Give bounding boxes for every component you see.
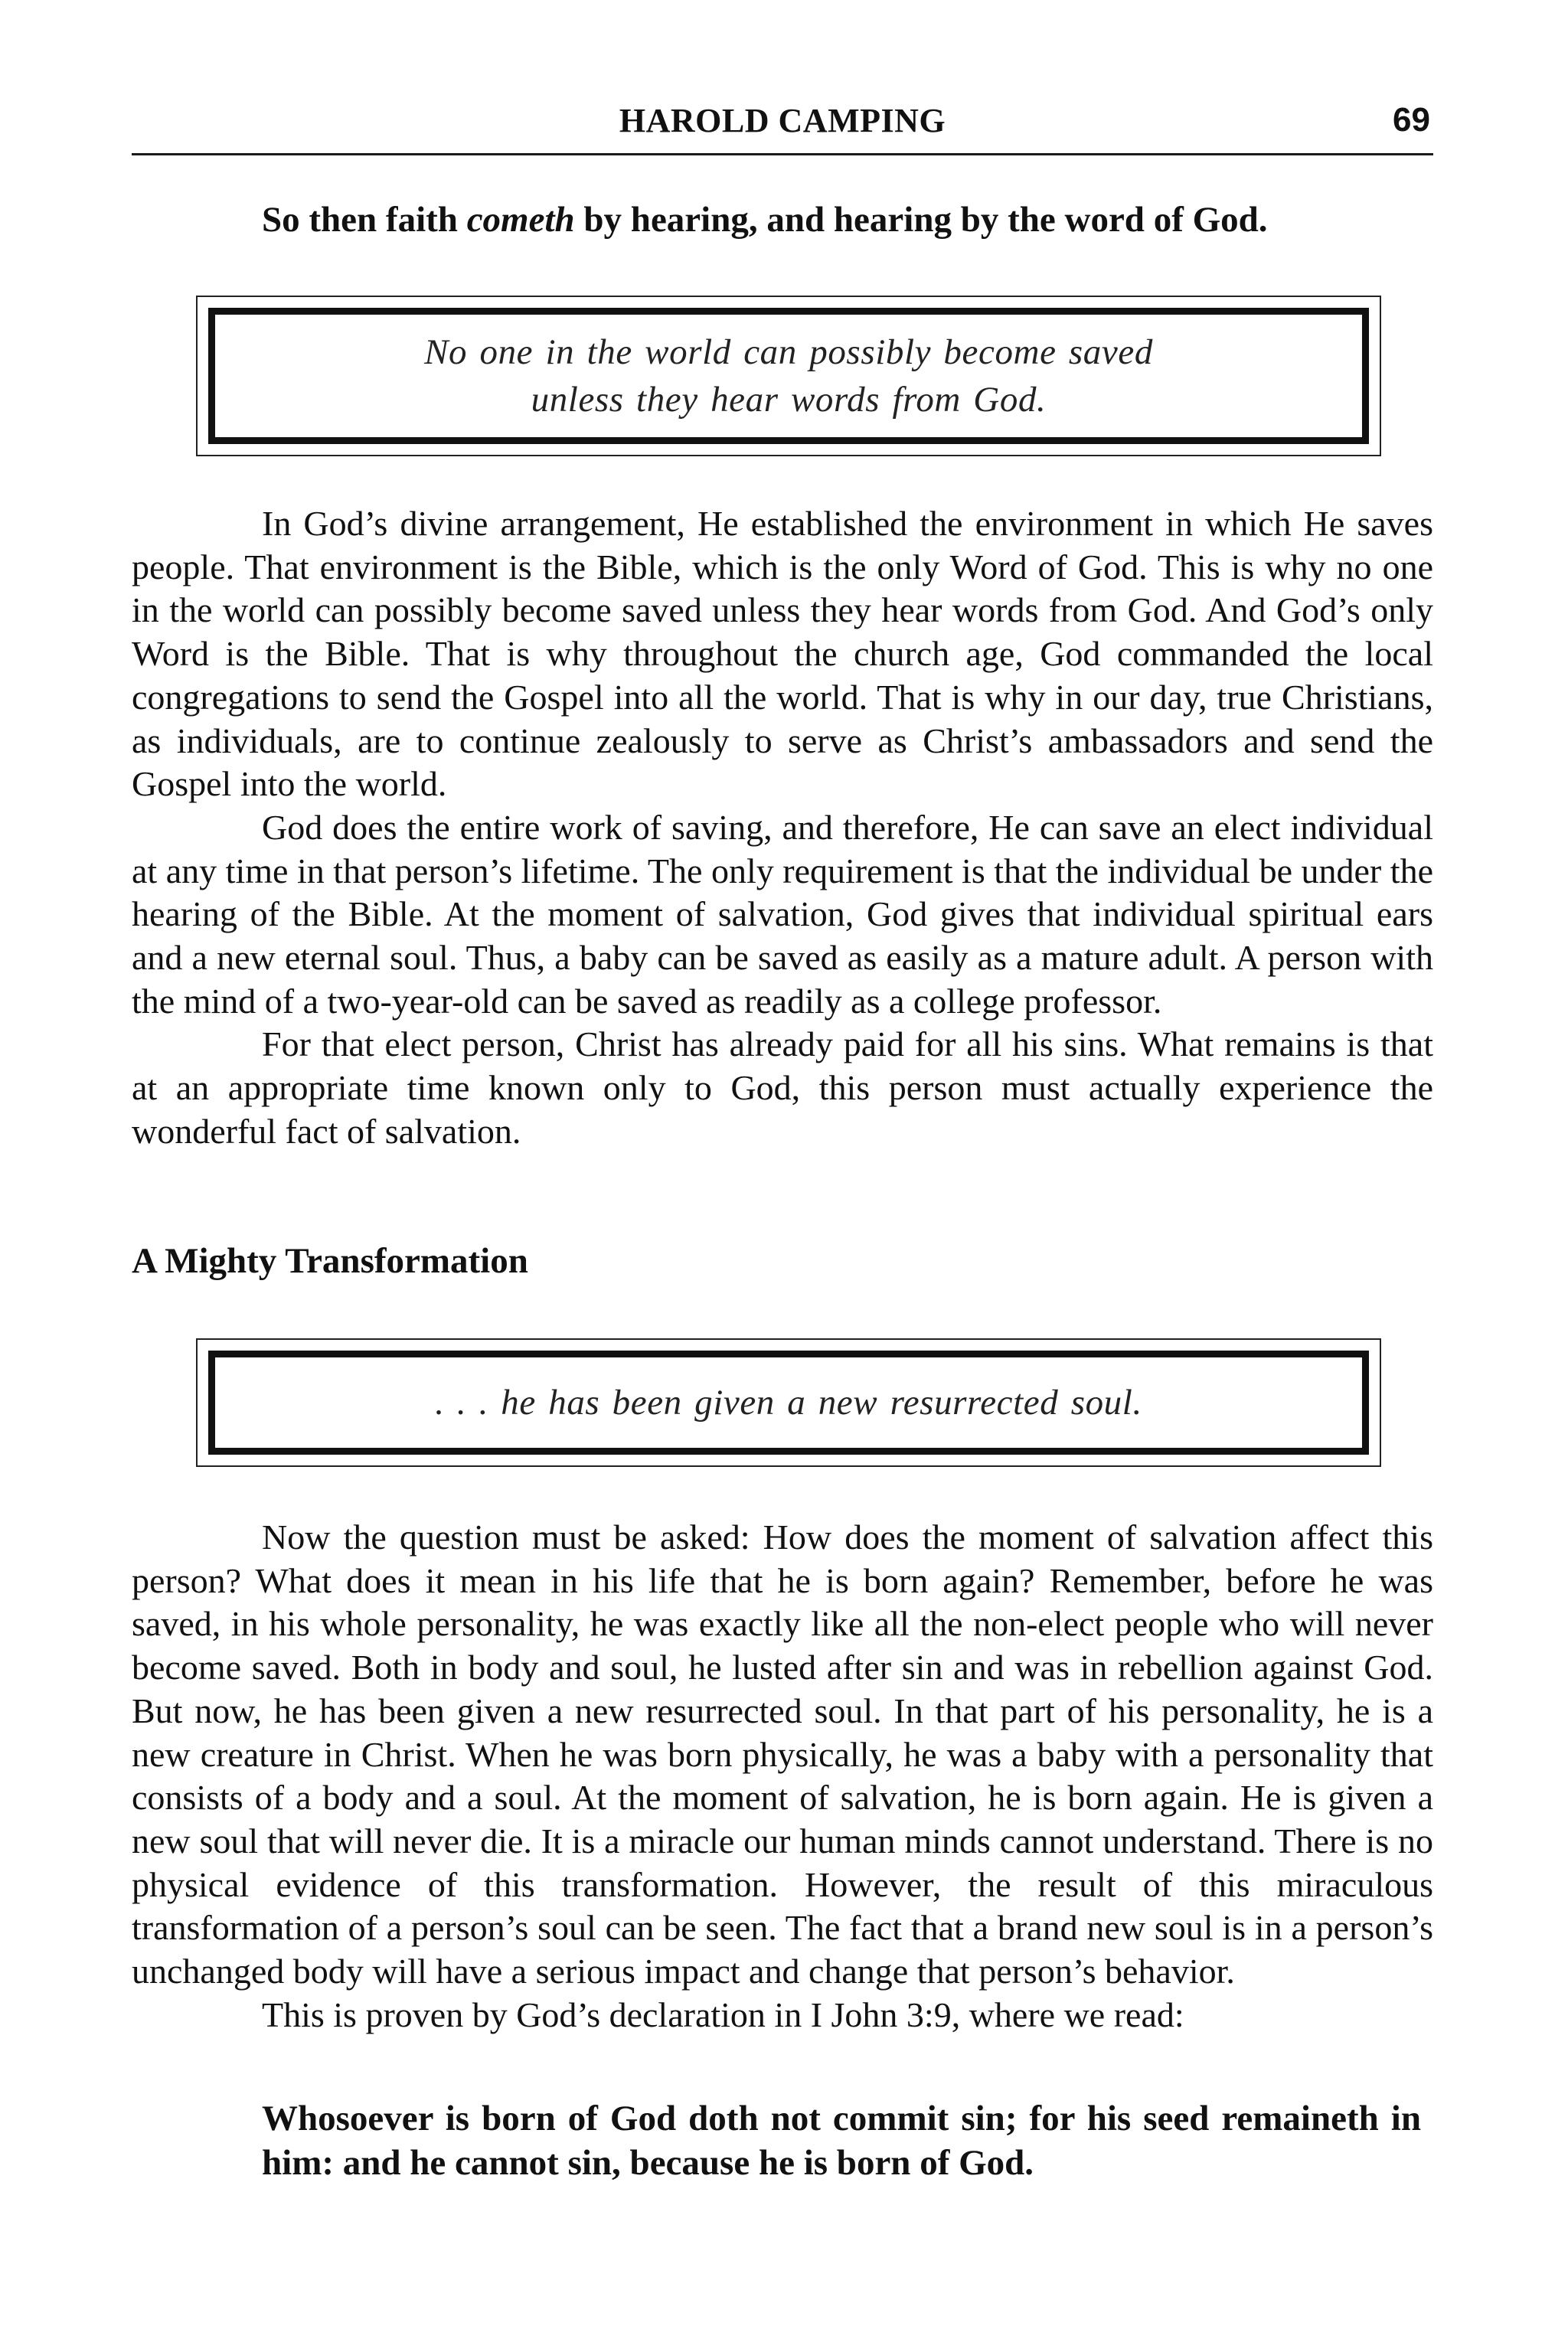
- scripture-quote-bottom: Whosoever is born of God doth not commit sin; for his seed remaineth in him: and he cannot sin, because he is born of God.: [262, 2099, 1421, 2183]
- section-heading: A Mighty Transformation: [132, 1241, 528, 1281]
- running-title: HAROLD CAMPING: [619, 102, 946, 139]
- scripture-quote-top-start: So then faith: [262, 200, 467, 240]
- pull-quote-frame-1: [208, 308, 1369, 444]
- running-header: [132, 98, 1433, 155]
- paragraph-entire-work: God does the entire work of saving, and therefore, He can save an elect individual at any time in that person’s lifetime. The only requirement is that the individual be under the hearing of the Bible. At the moment of salvation, God gives that individual spiritual ears and a new eternal soul. Thus, a baby can be saved as easily as a mature adult. A person with the mind of a two-year-old can be saved as readily as a college professor.: [132, 807, 1433, 1021]
- page-number: 69: [1393, 101, 1430, 139]
- pull-quote-2: . . . he has been given a new resurrected soul.: [435, 1383, 1142, 1423]
- pull-quote-1-line-2: unless they hear words from God.: [531, 380, 1047, 420]
- body-text-section-2: [132, 1516, 1433, 2037]
- paragraph-question: Now the question must be asked: How does the moment of salvation affect this person? What does it mean in his life that he is born again? Remember, before he was saved, in his whole personality, he was exactly like all the non-elect people who will never become saved. Both in body and soul, he lusted after sin and was in rebellion against God. But now, he has been given a new resurrected soul. In that part of his personality, he is a new creature in Christ. When he was born physically, he was a baby with a personality that consists of a body and a soul. At the moment of salvation, he is born again. He is given a new soul that will never die. It is a miracle our human minds cannot understand. There is no physical evidence of this transformation. However, the result of this miraculous transformation of a person’s soul can be seen. The fact that a brand new soul is in a person’s unchanged body will have a serious impact and change that person’s behavior.: [132, 1517, 1433, 1991]
- scripture-quote-top-emphasis: cometh: [466, 200, 575, 240]
- pull-quote-frame-2: [208, 1351, 1369, 1455]
- body-text-section-1: [132, 502, 1433, 1154]
- scripture-quote-top: [262, 198, 1426, 242]
- scripture-quote-top-end: by hearing, and hearing by the word of God.: [574, 200, 1268, 240]
- paragraph-elect-person: For that elect person, Christ has already paid for all his sins. What remains is that at an appropriate time known only to God, this person must actually experience the wonderful fact of salvation.: [132, 1024, 1433, 1151]
- book-page: [132, 0, 1433, 2352]
- pull-quote-1-line-1: No one in the world can possibly become saved: [424, 332, 1153, 372]
- pull-quote-box-1: [196, 296, 1381, 456]
- paragraph-proof-intro: This is proven by God’s declaration in I John 3:9, where we read:: [262, 1994, 1184, 2034]
- pull-quote-1: [424, 328, 1153, 423]
- pull-quote-box-2: [196, 1338, 1381, 1467]
- paragraph-environment: In God’s divine arrangement, He established the environment in which He saves people. That environment is the Bible, which is the only Word of God. This is why no one in the world can possibly become saved unless they hear words from God. And God’s only Word is the Bible. That is why throughout the church age, God commanded the local congregations to send the Gospel into all the world. That is why in our day, true Christians, as individuals, are to continue zealously to serve as Christ’s ambassadors and send the Gospel into the world.: [132, 504, 1433, 804]
